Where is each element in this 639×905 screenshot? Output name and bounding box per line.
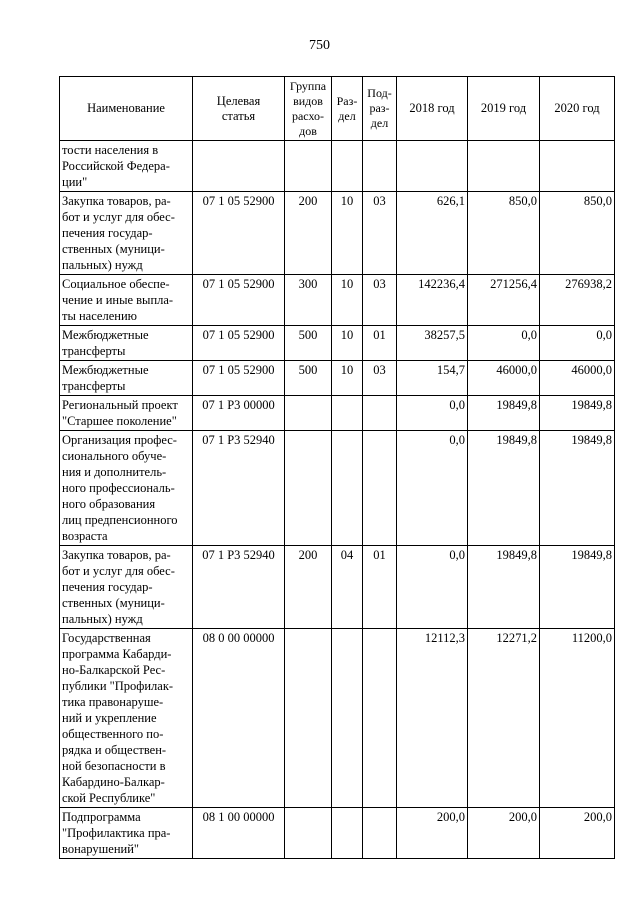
cell-name — [60, 629, 193, 808]
cell-2018: 0,0 — [397, 546, 468, 629]
cell-name — [60, 326, 193, 361]
cell-2018: 626,1 — [397, 192, 468, 275]
cell-2019: 271256,4 — [468, 275, 540, 326]
cell-name — [60, 431, 193, 546]
cell-2019: 19849,8 — [468, 546, 540, 629]
cell-name-line: но-Балкарской Рес- — [62, 663, 166, 677]
column-header-2020: 2020 год — [540, 77, 615, 141]
cell-section — [332, 629, 363, 808]
cell-name-line: трансферты — [62, 379, 126, 393]
cell-2020: 0,0 — [540, 326, 615, 361]
cell-2018: 38257,5 — [397, 326, 468, 361]
cell-name-line: ной безопасности в — [62, 759, 166, 773]
cell-2020: 11200,0 — [540, 629, 615, 808]
table-header-row — [60, 77, 615, 141]
cell-name-line: пальных) нужд — [62, 258, 143, 272]
budget-table — [59, 76, 615, 859]
table-row — [60, 326, 615, 361]
cell-section: 10 — [332, 192, 363, 275]
cell-name-line: Кабардино-Балкар- — [62, 775, 165, 789]
column-header-target-article: Целевая статья — [193, 77, 285, 141]
cell-target-article: 08 0 00 00000 — [193, 629, 285, 808]
cell-subsection — [363, 431, 397, 546]
cell-name-line: печения государ- — [62, 226, 153, 240]
cell-name — [60, 275, 193, 326]
table-row — [60, 396, 615, 431]
cell-2019: 850,0 — [468, 192, 540, 275]
table-row — [60, 431, 615, 546]
cell-section — [332, 141, 363, 192]
cell-2018: 142236,4 — [397, 275, 468, 326]
cell-target-article: 07 1 05 52900 — [193, 326, 285, 361]
cell-target-article: 07 1 P3 00000 — [193, 396, 285, 431]
cell-section — [332, 808, 363, 859]
cell-name-line: бот и услуг для обес- — [62, 564, 175, 578]
cell-2020: 200,0 — [540, 808, 615, 859]
cell-name-line: ного профессиональ- — [62, 481, 175, 495]
cell-name-line: тости населения в — [62, 143, 159, 157]
cell-name-line: трансферты — [62, 344, 126, 358]
cell-expense-group: 500 — [285, 326, 332, 361]
cell-subsection — [363, 396, 397, 431]
cell-expense-group — [285, 629, 332, 808]
cell-2020: 19849,8 — [540, 431, 615, 546]
cell-target-article: 07 1 05 52900 — [193, 275, 285, 326]
cell-expense-group: 300 — [285, 275, 332, 326]
cell-name-line: Региональный проект — [62, 398, 178, 412]
cell-2019: 0,0 — [468, 326, 540, 361]
cell-expense-group: 500 — [285, 361, 332, 396]
cell-name-line: Социальное обеспе- — [62, 277, 170, 291]
cell-2019: 46000,0 — [468, 361, 540, 396]
cell-section: 04 — [332, 546, 363, 629]
cell-name-line: сионального обуче- — [62, 449, 167, 463]
cell-2020 — [540, 141, 615, 192]
cell-name-line: бот и услуг для обес- — [62, 210, 175, 224]
cell-section — [332, 431, 363, 546]
cell-name-line: Закупка товаров, ра- — [62, 548, 171, 562]
cell-name-line: Закупка товаров, ра- — [62, 194, 171, 208]
cell-section: 10 — [332, 275, 363, 326]
cell-subsection: 03 — [363, 361, 397, 396]
cell-name-line: ний и укрепление — [62, 711, 157, 725]
cell-name-line: ния и дополнитель- — [62, 465, 167, 479]
cell-2018: 200,0 — [397, 808, 468, 859]
cell-name-line: чение и иные выпла- — [62, 293, 174, 307]
cell-expense-group — [285, 808, 332, 859]
cell-name-line: Межбюджетные — [62, 328, 149, 342]
cell-target-article: 07 1 P3 52940 — [193, 546, 285, 629]
table-row — [60, 629, 615, 808]
cell-name-line: ственных (муници- — [62, 596, 165, 610]
cell-2020: 19849,8 — [540, 546, 615, 629]
cell-2019: 200,0 — [468, 808, 540, 859]
cell-expense-group — [285, 141, 332, 192]
cell-subsection: 01 — [363, 546, 397, 629]
table-row — [60, 361, 615, 396]
cell-2019 — [468, 141, 540, 192]
cell-name-line: Межбюджетные — [62, 363, 149, 377]
column-header-section: Раз- дел — [332, 77, 363, 141]
cell-subsection — [363, 629, 397, 808]
column-header-subsection: Под- раз- дел — [363, 77, 397, 141]
cell-name — [60, 141, 193, 192]
cell-name-line: ного образования — [62, 497, 156, 511]
cell-name — [60, 192, 193, 275]
cell-subsection — [363, 808, 397, 859]
cell-name-line: ской Республике" — [62, 791, 156, 805]
cell-expense-group: 200 — [285, 546, 332, 629]
cell-subsection: 03 — [363, 192, 397, 275]
cell-2018: 12112,3 — [397, 629, 468, 808]
cell-name-line: Российской Федера- — [62, 159, 170, 173]
cell-subsection: 01 — [363, 326, 397, 361]
cell-2018 — [397, 141, 468, 192]
cell-2019: 12271,2 — [468, 629, 540, 808]
table-row — [60, 546, 615, 629]
cell-section: 10 — [332, 326, 363, 361]
cell-section — [332, 396, 363, 431]
cell-subsection — [363, 141, 397, 192]
cell-name-line: вонарушений" — [62, 842, 139, 856]
cell-subsection: 03 — [363, 275, 397, 326]
cell-2018: 154,7 — [397, 361, 468, 396]
cell-name-line: ты населению — [62, 309, 137, 323]
cell-target-article: 07 1 05 52900 — [193, 192, 285, 275]
page-number: 750 — [309, 38, 330, 53]
cell-2020: 19849,8 — [540, 396, 615, 431]
cell-section: 10 — [332, 361, 363, 396]
cell-name — [60, 808, 193, 859]
cell-name-line: ственных (муници- — [62, 242, 165, 256]
cell-name-line: программа Кабарди- — [62, 647, 172, 661]
cell-name — [60, 361, 193, 396]
cell-name-line: публики "Профилак- — [62, 679, 174, 693]
cell-expense-group — [285, 431, 332, 546]
cell-name-line: "Старшее поколение" — [62, 414, 177, 428]
column-header-name: Наименование — [60, 77, 193, 141]
cell-name-line: Организация профес- — [62, 433, 177, 447]
cell-name-line: ции" — [62, 175, 88, 189]
cell-target-article: 08 1 00 00000 — [193, 808, 285, 859]
column-header-expense-group: Группа видов расхо- дов — [285, 77, 332, 141]
table-body — [60, 141, 615, 859]
table-row — [60, 808, 615, 859]
cell-name-line: Подпрограмма — [62, 810, 141, 824]
cell-name-line: возраста — [62, 529, 108, 543]
cell-name-line: печения государ- — [62, 580, 153, 594]
cell-name — [60, 396, 193, 431]
cell-name-line: "Профилактика пра- — [62, 826, 171, 840]
cell-name — [60, 546, 193, 629]
cell-name-line: рядка и обществен- — [62, 743, 167, 757]
cell-2020: 850,0 — [540, 192, 615, 275]
table-row — [60, 192, 615, 275]
column-header-2018: 2018 год — [397, 77, 468, 141]
cell-expense-group — [285, 396, 332, 431]
cell-name-line: Государственная — [62, 631, 151, 645]
cell-2019: 19849,8 — [468, 431, 540, 546]
cell-2020: 46000,0 — [540, 361, 615, 396]
table-row — [60, 141, 615, 192]
cell-2019: 19849,8 — [468, 396, 540, 431]
table-row — [60, 275, 615, 326]
cell-name-line: тика правонаруше- — [62, 695, 164, 709]
cell-2020: 276938,2 — [540, 275, 615, 326]
cell-2018: 0,0 — [397, 431, 468, 546]
cell-target-article — [193, 141, 285, 192]
cell-2018: 0,0 — [397, 396, 468, 431]
column-header-2019: 2019 год — [468, 77, 540, 141]
cell-expense-group: 200 — [285, 192, 332, 275]
cell-name-line: пальных) нужд — [62, 612, 143, 626]
cell-target-article: 07 1 05 52900 — [193, 361, 285, 396]
cell-name-line: общественного по- — [62, 727, 164, 741]
cell-name-line: лиц предпенсионного — [62, 513, 178, 527]
cell-target-article: 07 1 P3 52940 — [193, 431, 285, 546]
